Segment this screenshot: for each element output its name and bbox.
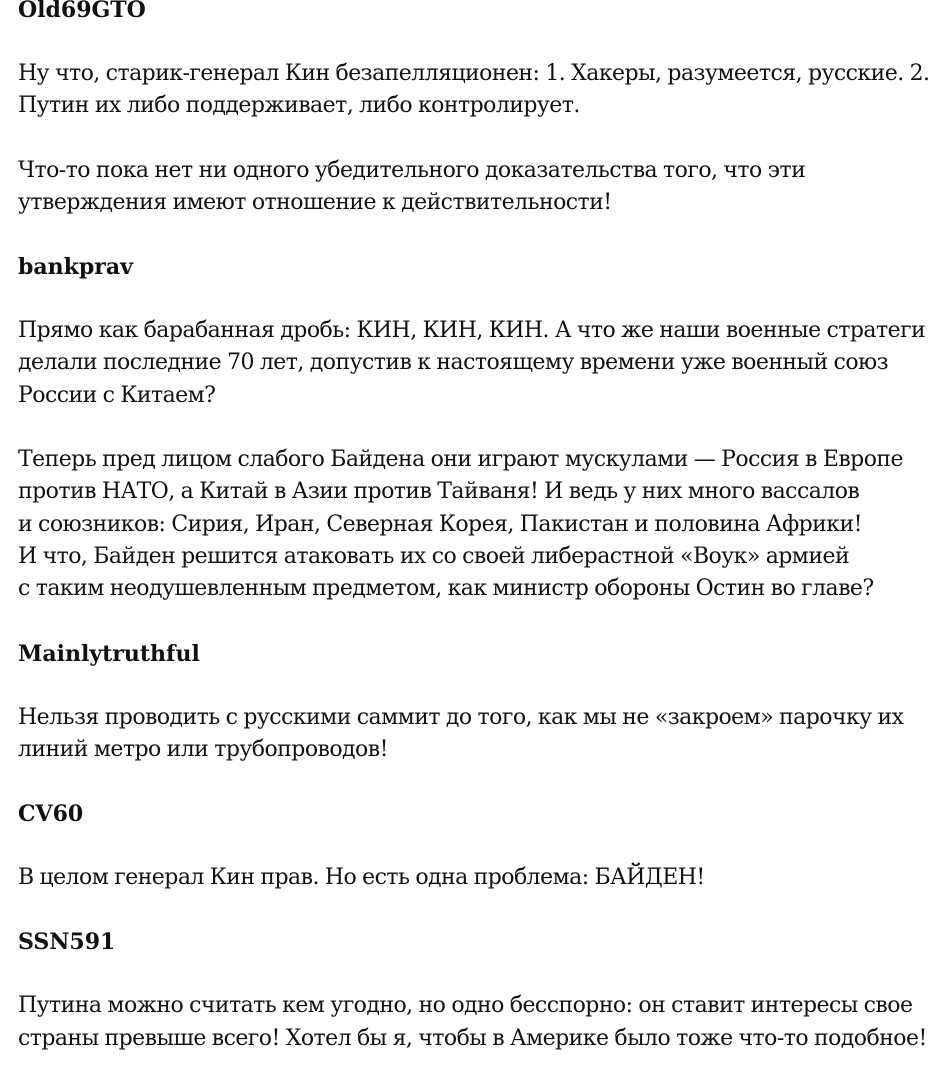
text-line: страны превыше всего! Хотел бы я, чтобы в Америке было тоже что-то подобное!	[18, 1025, 927, 1051]
text-line: Нельзя проводить с русскими саммит до того, как мы не «закроем» парочку их	[18, 704, 904, 730]
comment-paragraph	[18, 58, 930, 123]
comment-author[interactable]: CV60	[18, 801, 84, 828]
text-line: делали последние 70 лет, допустив к настоящему времени уже военный союз	[18, 350, 889, 376]
comment-paragraph	[18, 990, 930, 1055]
comment	[18, 638, 930, 767]
comment-paragraph	[18, 315, 930, 412]
comment	[18, 798, 930, 894]
comment-paragraph	[18, 155, 930, 220]
comment-author[interactable]: Old69GTO	[18, 0, 146, 23]
text-line: линий метро или трубопроводов!	[18, 736, 388, 762]
text-line: и союзников: Сирия, Иран, Северная Корея, Пакистан и половина Африки!	[18, 511, 862, 537]
comment-paragraph	[18, 702, 930, 767]
text-line: России с Китаем?	[18, 382, 216, 408]
text-line: Путина можно считать кем угодно, но одно бесспорно: он ставит интересы свое	[18, 993, 913, 1019]
comment-paragraph	[18, 862, 930, 894]
text-line: утверждения имеют отношение к действительности!	[18, 189, 612, 215]
comment-paragraph	[18, 444, 930, 605]
text-line: И что, Байден решится атаковать их со своей либерастной «Воук» армией	[18, 543, 850, 569]
comment-thread	[18, 0, 930, 1087]
comment	[18, 0, 930, 219]
text-line: Прямо как барабанная дробь: КИН, КИН, КИН. А что же наши военные стратеги	[18, 318, 926, 344]
text-line: против НАТО, а Китай в Азии против Тайваня! И ведь у них много вассалов	[18, 479, 860, 505]
text-line: Что-то пока нет ни одного убедительного доказательства того, что эти	[18, 157, 806, 183]
text-line: Ну что, старик-генерал Кин безапелляционен: 1. Хакеры, разумеется, русские. 2.	[18, 61, 930, 86]
text-line: Теперь пред лицом слабого Байдена они играют мускулами — Россия в Европе	[18, 447, 903, 473]
comment	[18, 926, 930, 1055]
comment-author[interactable]: Mainlytruthful	[18, 640, 200, 667]
comment	[18, 251, 930, 605]
comment-author[interactable]: SSN591	[18, 929, 116, 956]
text-line: с таким неодушевленным предметом, как министр обороны Остин во главе?	[18, 576, 874, 602]
text-line: Путин их либо поддерживает, либо контролирует.	[18, 93, 580, 119]
comment-author[interactable]: bankprav	[18, 254, 133, 281]
text-line: В целом генерал Кин прав. Но есть одна проблема: БАЙДЕН!	[18, 865, 705, 891]
